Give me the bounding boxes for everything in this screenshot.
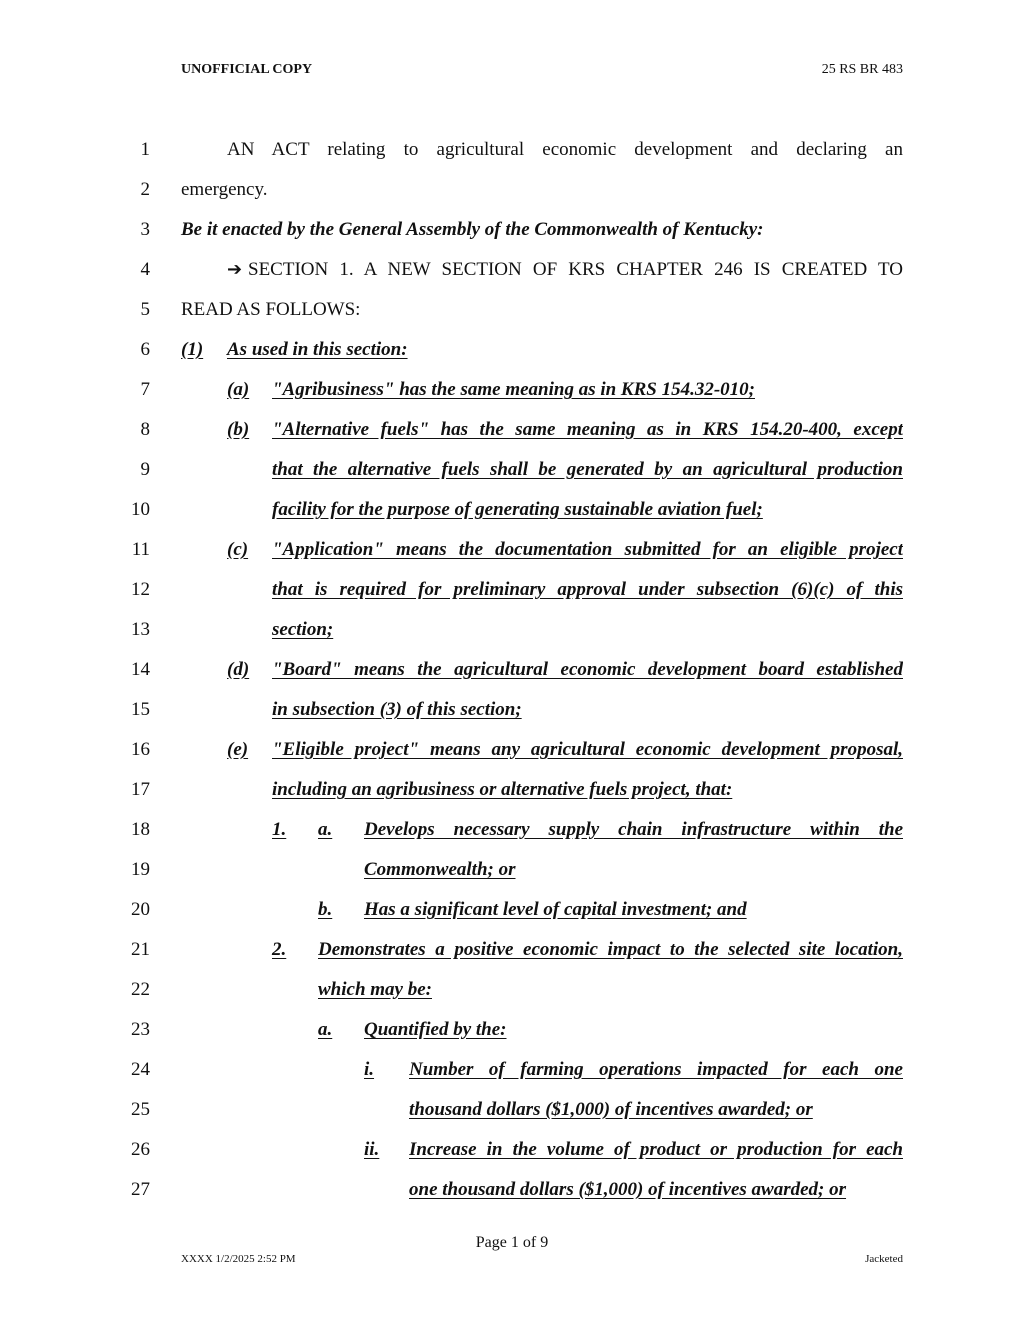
- header-right: 25 RS BR 483: [821, 62, 903, 77]
- document-line: [0, 1055, 1024, 1085]
- line-text: section;: [272, 619, 334, 640]
- line-text: AN ACT relating to agricultural economic development and declaring an: [227, 139, 903, 160]
- line-number: 6: [140, 339, 150, 360]
- document-line: [0, 295, 1024, 325]
- document-line: [0, 1175, 1024, 1205]
- line-number: 13: [131, 619, 150, 640]
- subsection-label: (1): [181, 339, 204, 360]
- document-line: [0, 215, 1024, 245]
- paragraph-label: (b): [227, 419, 250, 440]
- line-text: in subsection (3) of this section;: [272, 699, 522, 720]
- line-text: As used in this section:: [227, 339, 408, 360]
- document-line: [0, 655, 1024, 685]
- line-number: 18: [131, 819, 150, 840]
- document-line: [0, 735, 1024, 765]
- line-number: 9: [140, 459, 150, 480]
- line-text: that the alternative fuels shall be generated by an agricultural production: [272, 459, 903, 480]
- line-number: 3: [140, 219, 150, 240]
- footer-right: Jacketed: [865, 1253, 903, 1265]
- document-line: [0, 455, 1024, 485]
- subparagraph-label: 2.: [272, 939, 287, 960]
- line-text: one thousand dollars ($1,000) of incentives awarded; or: [409, 1179, 847, 1200]
- document-line: [0, 975, 1024, 1005]
- line-number: 25: [131, 1099, 150, 1120]
- section-arrow-icon: ➔: [227, 259, 243, 280]
- line-number: 12: [131, 579, 150, 600]
- document-line: [0, 895, 1024, 925]
- line-number: 24: [131, 1059, 150, 1080]
- line-number: 23: [131, 1019, 150, 1040]
- clause-label: b.: [318, 899, 333, 920]
- document-line: [0, 815, 1024, 845]
- document-line: [0, 255, 1024, 285]
- line-text: Quantified by the:: [364, 1019, 507, 1040]
- line-text: Number of farming operations impacted for each one: [409, 1059, 903, 1080]
- line-number: 4: [140, 259, 150, 280]
- document-line: [0, 535, 1024, 565]
- document-line: [0, 935, 1024, 965]
- line-number: 22: [131, 979, 150, 1000]
- footer-left: XXXX 1/2/2025 2:52 PM: [181, 1253, 296, 1265]
- page-number: Page 1 of 9: [475, 1234, 549, 1251]
- header-left: UNOFFICIAL COPY: [181, 62, 313, 77]
- line-text: "Application" means the documentation submitted for an eligible project: [272, 539, 903, 560]
- line-text: Has a significant level of capital investment; and: [364, 899, 747, 920]
- line-text: Increase in the volume of product or production for each: [409, 1139, 903, 1160]
- line-number: 20: [131, 899, 150, 920]
- line-text: "Agribusiness" has the same meaning as in KRS 154.32-010;: [272, 379, 755, 400]
- line-number: 21: [131, 939, 150, 960]
- line-text: thousand dollars ($1,000) of incentives awarded; or: [409, 1099, 813, 1120]
- clause-label: a.: [318, 1019, 333, 1040]
- document-line: [0, 135, 1024, 165]
- document-line: [0, 415, 1024, 445]
- document-line: [0, 1015, 1024, 1045]
- clause-label: a.: [318, 819, 333, 840]
- line-number: 27: [131, 1179, 150, 1200]
- document-line: [0, 855, 1024, 885]
- line-number: 26: [131, 1139, 150, 1160]
- subclause-label: ii.: [364, 1139, 380, 1160]
- section-heading: SECTION 1. A NEW SECTION OF KRS CHAPTER 246 IS CREATED TO: [248, 259, 903, 280]
- document-line: [0, 495, 1024, 525]
- line-text: including an agribusiness or alternative fuels project, that:: [272, 779, 733, 800]
- document-line: [0, 775, 1024, 805]
- line-number: 14: [131, 659, 150, 680]
- document-line: [0, 175, 1024, 205]
- document-line: [0, 615, 1024, 645]
- line-number: 7: [140, 379, 150, 400]
- paragraph-label: (c): [227, 539, 249, 560]
- line-text: "Eligible project" means any agricultural economic development proposal,: [272, 739, 903, 760]
- document-line: [0, 575, 1024, 605]
- line-number: 1: [140, 139, 150, 160]
- line-text: Commonwealth; or: [364, 859, 516, 880]
- line-number: 16: [131, 739, 150, 760]
- line-number: 17: [131, 779, 150, 800]
- paragraph-label: (a): [227, 379, 250, 400]
- line-text: that is required for preliminary approval under subsection (6)(c) of this: [272, 579, 903, 600]
- line-text: which may be:: [318, 979, 432, 1000]
- line-text: facility for the purpose of generating sustainable aviation fuel;: [272, 499, 763, 520]
- line-text: READ AS FOLLOWS:: [181, 299, 361, 320]
- enacting-clause: Be it enacted by the General Assembly of the Commonwealth of Kentucky:: [181, 219, 764, 240]
- document-line: [0, 375, 1024, 405]
- line-text: Develops necessary supply chain infrastructure within the: [364, 819, 903, 840]
- document-line: [0, 695, 1024, 725]
- line-text: Demonstrates a positive economic impact to the selected site location,: [318, 939, 903, 960]
- line-number: 2: [140, 179, 150, 200]
- line-text: emergency.: [181, 179, 268, 200]
- line-number: 11: [131, 539, 150, 560]
- document-line: [0, 1135, 1024, 1165]
- subclause-label: i.: [364, 1059, 375, 1080]
- paragraph-label: (d): [227, 659, 250, 680]
- document-line: [0, 1095, 1024, 1125]
- line-text: "Alternative fuels" has the same meaning as in KRS 154.20-400, except: [272, 419, 903, 440]
- paragraph-label: (e): [227, 739, 249, 760]
- line-number: 5: [140, 299, 150, 320]
- document-line: [0, 335, 1024, 365]
- line-number: 15: [131, 699, 150, 720]
- line-text: "Board" means the agricultural economic development board established: [272, 659, 903, 680]
- line-number: 10: [131, 499, 150, 520]
- subparagraph-label: 1.: [272, 819, 287, 840]
- line-number: 8: [140, 419, 150, 440]
- line-number: 19: [131, 859, 150, 880]
